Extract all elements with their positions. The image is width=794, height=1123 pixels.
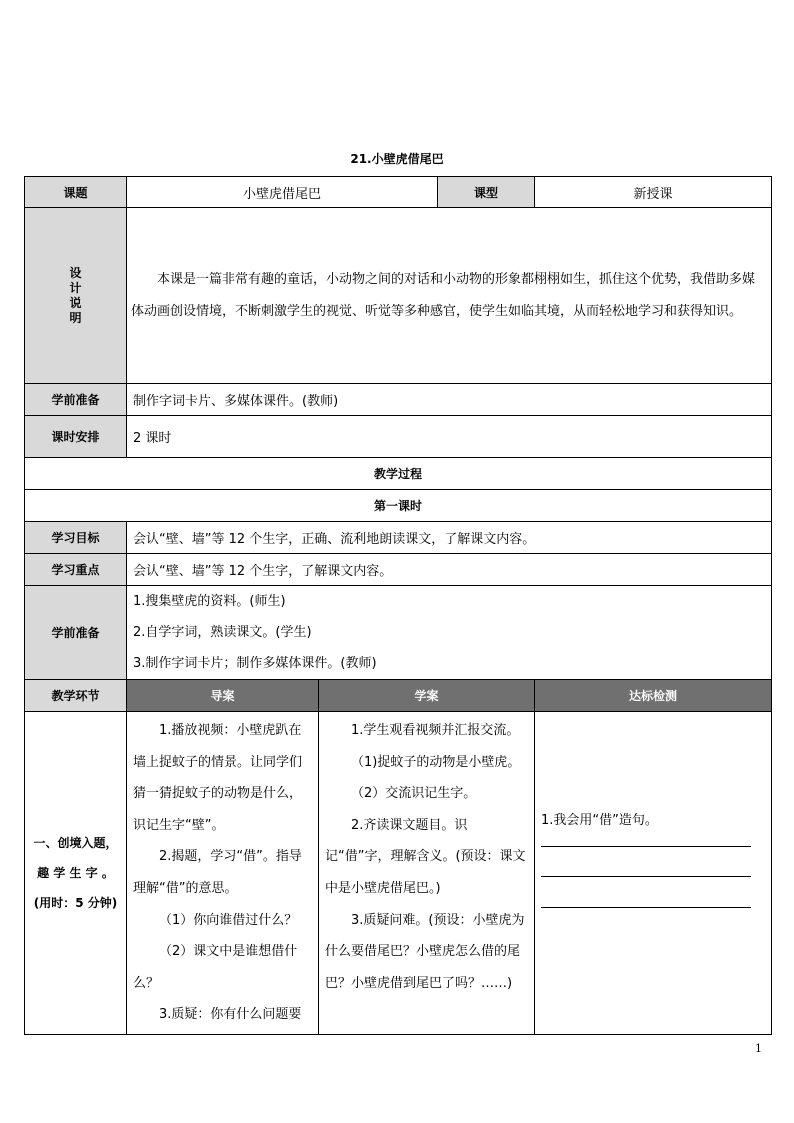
stage-header-col4: 达标检测 (535, 680, 772, 712)
type-value: 新授课 (535, 177, 772, 208)
study-item: 1.学生观看视频并汇报交流。 (351, 723, 520, 738)
focus-row (25, 554, 772, 586)
design-text: 本课是一篇非常有趣的童话，小动物之间的对话和小动物的形象都栩栩如生，抓住这个优势，我借助多媒体动画创设情境，不断刺激学生的视觉、听觉等多种感官，使学生如临其境，从而轻松地学习和获得知识。 (127, 208, 772, 384)
guide-item: 1.播放视频：小壁虎趴在墙上捉蚊子的情景。让同学们猜一猜捉蚊子的动物是什么，识记生字“壁”。 (133, 723, 303, 833)
design-label-chars: 设 计 说 明 (69, 265, 82, 325)
process-title: 教学过程 (25, 458, 772, 490)
guide-item: 2.揭题，学习“借”。指导理解“借”的意思。 (133, 849, 302, 896)
prep2-list (127, 586, 772, 680)
schedule-label: 课时安排 (25, 416, 127, 458)
process-title-row (25, 458, 772, 490)
document-title: 21.小壁虎借尾巴 (350, 152, 444, 166)
schedule-value: 2 课时 (127, 416, 772, 458)
stage1-label (25, 712, 127, 1035)
stage1-label-line: 趣 学 生 字 。 (37, 865, 114, 880)
stage1-row (25, 712, 772, 1035)
schedule-row (25, 416, 772, 458)
study-item: 3.质疑问难。(预设：小壁虎为什么要借尾巴？小壁虎怎么借的尾巴？小壁虎借到尾巴了吗？……) (325, 912, 525, 991)
guide-item: （2）课文中是谁想借什么？ (133, 944, 298, 991)
stage1-label-line: (用时：5 分钟) (33, 895, 118, 910)
answer-blank-line (541, 907, 751, 908)
prep2-row (25, 586, 772, 680)
focus-label: 学习重点 (25, 554, 127, 586)
lesson-plan-table (24, 176, 772, 1035)
design-label (25, 208, 127, 384)
prep2-item: 2.自学字词，熟读课文。(学生) (133, 625, 312, 640)
guide-item: （1）你向谁借过什么？ (159, 912, 298, 928)
lesson-title: 第一课时 (25, 490, 772, 522)
study-item: （1)捉蚊子的动物是小壁虎。 (351, 754, 521, 770)
prep2-item: 1.搜集壁虎的资料。(师生) (133, 594, 286, 609)
prep-value: 制作字词卡片、多媒体课件。(教师) (127, 384, 772, 416)
stage1-guide (127, 712, 319, 1035)
prep2-item: 3.制作字词卡片；制作多媒体课件。(教师) (133, 656, 377, 671)
page-number: 1 (755, 1042, 762, 1055)
stage-header-col3: 学案 (319, 680, 535, 712)
goal-value: 会认“壁、墙”等 12 个生字，正确、流利地朗读课文，了解课文内容。 (127, 522, 772, 554)
topic-row (25, 177, 772, 208)
guide-item: 3.质疑：你有什么问题要 (159, 1007, 302, 1023)
stage1-study (319, 712, 535, 1035)
prep-label: 学前准备 (25, 384, 127, 416)
lesson-title-row (25, 490, 772, 522)
stage1-check (535, 712, 772, 1035)
topic-value: 小壁虎借尾巴 (127, 177, 438, 208)
topic-label: 课题 (25, 177, 127, 208)
prep-row (25, 384, 772, 416)
stage1-label-line: 一、创境入题， (33, 835, 118, 850)
study-item: 2.齐读课文题目。识记“借”字，理解含义。(预设：课文中是小壁虎借尾巴。) (325, 817, 526, 896)
check-item: 1.我会用“借”造句。 (541, 813, 658, 828)
answer-blank-line (541, 876, 751, 877)
study-item: （2）交流识记生字。 (351, 786, 477, 802)
type-label: 课型 (438, 177, 535, 208)
focus-value: 会认“壁、墙”等 12 个生字，了解课文内容。 (127, 554, 772, 586)
goal-label: 学习目标 (25, 522, 127, 554)
answer-blank-line (541, 846, 751, 847)
stage-header-row (25, 680, 772, 712)
design-row (25, 208, 772, 384)
goal-row (25, 522, 772, 554)
stage-header-col2: 导案 (127, 680, 319, 712)
prep2-label: 学前准备 (25, 586, 127, 680)
stage-header-col1: 教学环节 (25, 680, 127, 712)
